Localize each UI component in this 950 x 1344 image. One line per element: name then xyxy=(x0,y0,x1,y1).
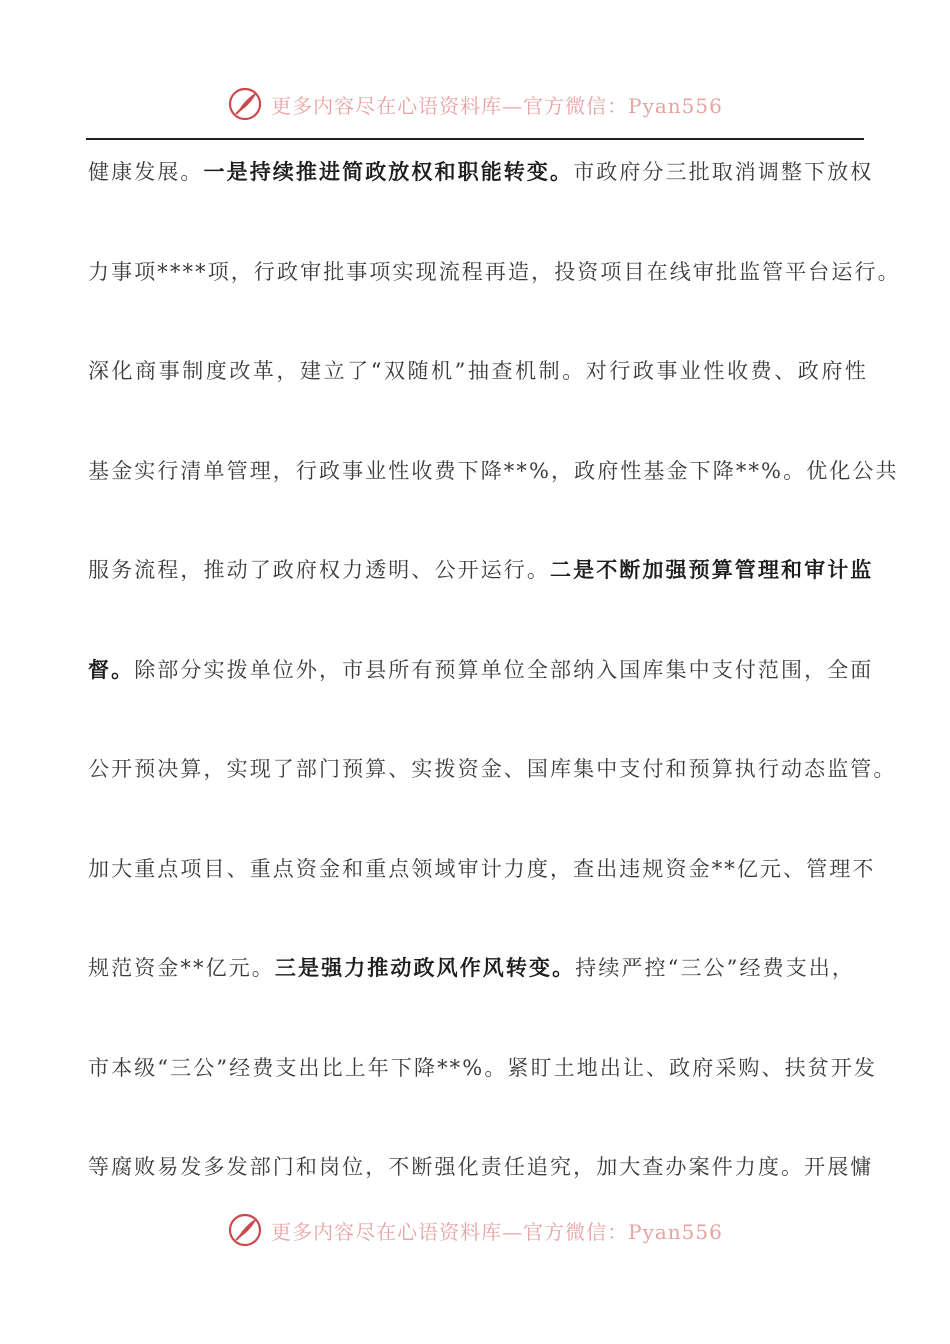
bold-heading-text: 督。 xyxy=(88,656,135,682)
body-text: 市政府分三批取消调整下放权 xyxy=(573,160,874,184)
body-text: 健康发展。 xyxy=(88,160,204,184)
body-line xyxy=(88,548,874,648)
body-line xyxy=(88,349,868,449)
body-line xyxy=(88,250,901,350)
bold-heading-text: 二是不断加强预算管理和审计监 xyxy=(550,557,874,582)
footer-banner-text: 更多内容尽在心语资料库—官方微信：Pyan556 xyxy=(271,1219,723,1244)
bold-heading-text: 一是持续推进简政放权和职能转变。 xyxy=(203,159,574,184)
header-divider xyxy=(86,138,864,140)
body-text: 等腐败易发多发部门和岗位，不断强化责任追究，加大查办案件力度。开展慵 xyxy=(88,1155,874,1179)
document-body xyxy=(88,150,901,1245)
body-text: 公开预决算，实现了部门预算、实拨资金、国库集中支付和预算执行动态监管。 xyxy=(88,757,897,781)
body-text: 服务流程，推动了政府权力透明、公开运行。 xyxy=(88,558,550,582)
body-line xyxy=(88,847,876,947)
body-text: 市本级“三公”经费支出比上年下降**%。紧盯土地出让、政府采购、扶贫开发 xyxy=(88,1055,878,1080)
body-text: 加大重点项目、重点资金和重点领域审计力度，查出违规资金**亿元、管理不 xyxy=(88,856,876,881)
body-text: 规范资金**亿元。 xyxy=(88,956,275,980)
body-line xyxy=(88,648,874,748)
header-banner xyxy=(0,84,950,124)
quill-pen-icon xyxy=(227,86,263,122)
footer-banner xyxy=(0,1210,950,1250)
body-text: 持续严控“三公”经费支出， xyxy=(575,956,855,980)
body-line xyxy=(88,150,874,250)
quill-pen-icon xyxy=(227,1212,263,1248)
header-banner-text: 更多内容尽在心语资料库—官方微信：Pyan556 xyxy=(271,93,723,118)
body-line xyxy=(88,946,868,1046)
body-text: 除部分实拨单位外，市县所有预算单位全部纳入国库集中支付范围，全面 xyxy=(134,657,874,682)
body-line xyxy=(88,1046,878,1146)
body-line xyxy=(88,747,897,847)
body-text: 力事项****项，行政审批事项实现流程再造，投资项目在线审批监管平台运行。 xyxy=(88,259,901,284)
body-text: 基金实行清单管理，行政事业性收费下降**%，政府性基金下降**%。优化公共 xyxy=(88,458,899,483)
body-line xyxy=(88,449,899,549)
bold-heading-text: 三是强力推动政风作风转变。 xyxy=(274,955,576,980)
body-text: 深化商事制度改革，建立了“双随机”抽查机制。对行政事业性收费、政府性 xyxy=(88,359,868,383)
